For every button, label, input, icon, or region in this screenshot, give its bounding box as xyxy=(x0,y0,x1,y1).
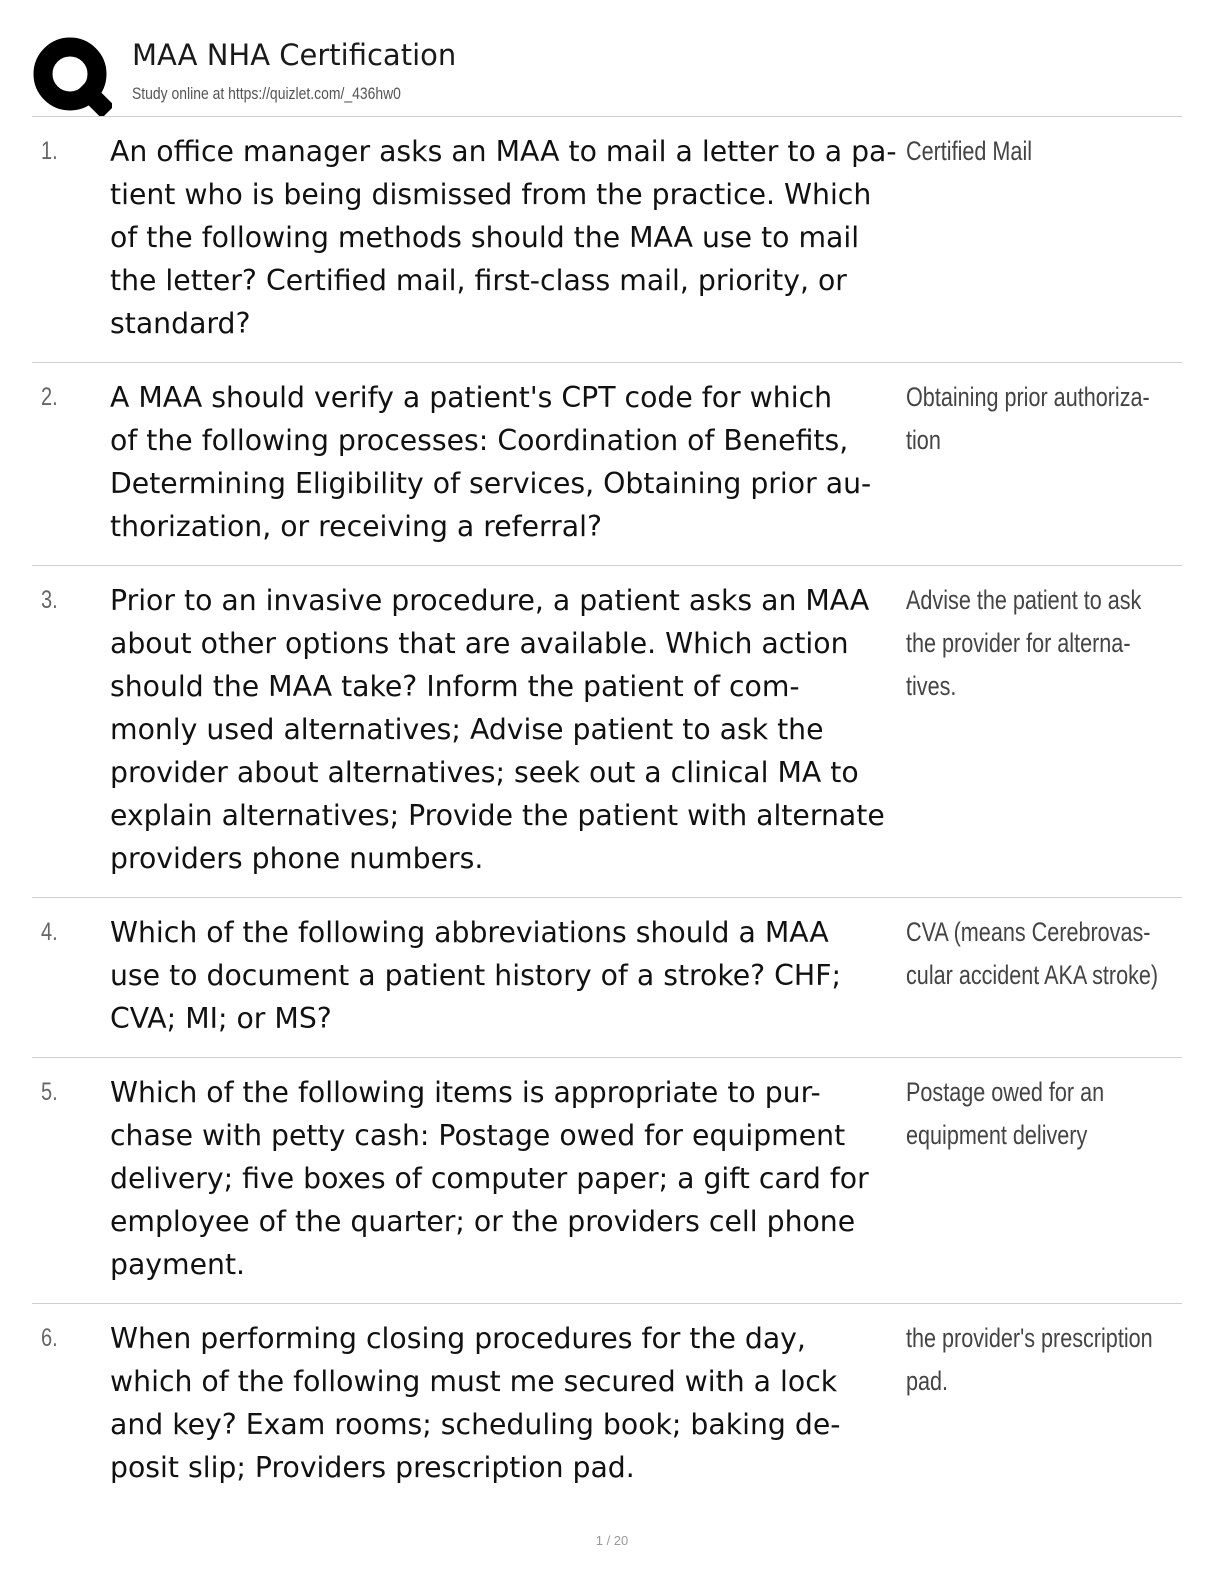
card-definition xyxy=(906,130,1162,173)
term-line: posit slip; Providers prescription pad. xyxy=(110,1451,635,1484)
term-line: payment. xyxy=(110,1248,246,1281)
term-line: CVA; MI; or MS? xyxy=(110,1002,332,1035)
term-line: Which of the following items is appropriate to pur- xyxy=(110,1076,821,1109)
term-line: An office manager asks an MAA to mail a letter to a pa- xyxy=(110,135,897,168)
card-term xyxy=(110,911,902,1040)
definition-line: CVA (means Cerebrovas- xyxy=(906,917,1151,947)
card-number: 1. xyxy=(41,137,58,165)
term-line: should the MAA take? Inform the patient of com- xyxy=(110,670,800,703)
definition-line: equipment delivery xyxy=(906,1120,1088,1150)
card-term xyxy=(110,579,902,880)
term-line: provider about alternatives; seek out a clinical MA to xyxy=(110,756,859,789)
term-line: and key? Exam rooms; scheduling book; baking de- xyxy=(110,1408,841,1441)
definition-line: pad. xyxy=(906,1366,949,1396)
definition-line: cular accident AKA stroke) xyxy=(906,960,1159,990)
term-line: chase with petty cash: Postage owed for equipment xyxy=(110,1119,846,1152)
term-line: explain alternatives; Provide the patient with alternate xyxy=(110,799,885,832)
card-number: 2. xyxy=(41,383,58,411)
term-line: standard? xyxy=(110,307,251,340)
card-definition xyxy=(906,376,1162,462)
card-term xyxy=(110,1317,902,1489)
card-number: 4. xyxy=(41,918,58,946)
divider xyxy=(32,565,1182,566)
card-definition xyxy=(906,911,1162,997)
term-line: Determining Eligibility of services, Obtaining prior au- xyxy=(110,467,872,500)
card-term xyxy=(110,1071,902,1286)
term-line: which of the following must me secured with a lock xyxy=(110,1365,838,1398)
definition-line: Postage owed for an xyxy=(906,1077,1105,1107)
divider xyxy=(32,362,1182,363)
divider xyxy=(32,1303,1182,1304)
card-number: 6. xyxy=(41,1324,58,1352)
definition-line: the provider for alterna- xyxy=(906,628,1131,658)
term-line: the letter? Certified mail, first-class mail, priority, or xyxy=(110,264,847,297)
term-line: Which of the following abbreviations should a MAA xyxy=(110,916,829,949)
card-number: 3. xyxy=(41,586,58,614)
term-line: providers phone numbers. xyxy=(110,842,484,875)
divider xyxy=(32,897,1182,898)
page-title: MAA NHA Certification xyxy=(132,38,457,72)
definition-line: tion xyxy=(906,425,941,455)
term-line: employee of the quarter; or the providers cell phone xyxy=(110,1205,856,1238)
term-line: use to document a patient history of a stroke? CHF; xyxy=(110,959,842,992)
card-definition xyxy=(906,1071,1162,1157)
card-term xyxy=(110,376,902,548)
definition-line: the provider's prescription xyxy=(906,1323,1153,1353)
card-term xyxy=(110,130,902,345)
card-definition xyxy=(906,1317,1162,1403)
quizlet-logo-icon xyxy=(32,36,112,116)
term-line: tient who is being dismissed from the practice. Which xyxy=(110,178,872,211)
definition-line: tives. xyxy=(906,671,957,701)
term-line: about other options that are available. Which action xyxy=(110,627,849,660)
definition-line: Certified Mail xyxy=(906,136,1033,166)
term-line: monly used alternatives; Advise patient to ask the xyxy=(110,713,824,746)
term-line: When performing closing procedures for the day, xyxy=(110,1322,806,1355)
definition-line: Advise the patient to ask xyxy=(906,585,1142,615)
definition-line: Obtaining prior authoriza- xyxy=(906,382,1150,412)
term-line: of the following processes: Coordination of Benefits, xyxy=(110,424,849,457)
term-line: Prior to an invasive procedure, a patient asks an MAA xyxy=(110,584,870,617)
page-indicator: 1 / 20 xyxy=(595,1533,629,1548)
term-line: delivery; five boxes of computer paper; a gift card for xyxy=(110,1162,869,1195)
term-line: thorization, or receiving a referral? xyxy=(110,510,603,543)
term-line: of the following methods should the MAA use to mail xyxy=(110,221,860,254)
card-definition xyxy=(906,579,1162,708)
divider xyxy=(32,116,1182,117)
divider xyxy=(32,1057,1182,1058)
study-link[interactable]: Study online at https://quizlet.com/_436hw0 xyxy=(132,84,401,103)
page-header xyxy=(32,30,1182,118)
card-number: 5. xyxy=(41,1078,58,1106)
term-line: A MAA should verify a patient's CPT code for which xyxy=(110,381,833,414)
